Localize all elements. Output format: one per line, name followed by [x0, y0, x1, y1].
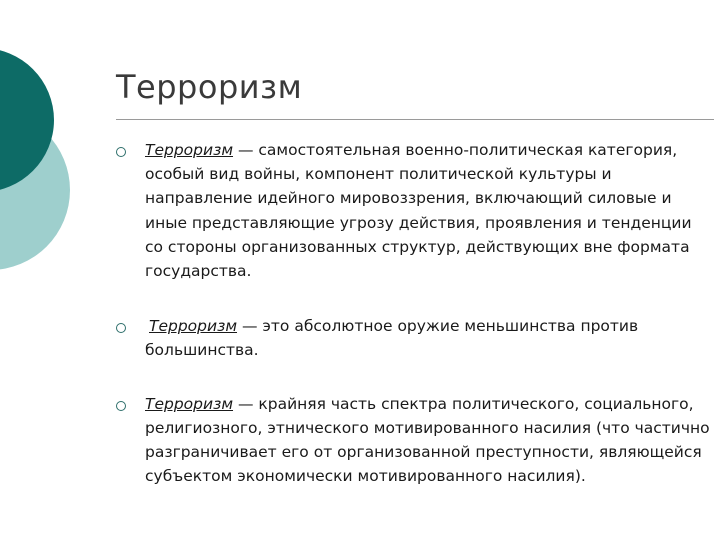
term: Терроризм: [145, 394, 234, 413]
list-item: [112, 314, 712, 362]
circle-bullet-icon: [116, 401, 126, 411]
definitions-list: [112, 132, 712, 488]
term: Терроризм: [145, 141, 234, 159]
list-item: [112, 392, 712, 489]
decorative-circles: [0, 0, 120, 300]
definition-text: — это абсолютное оружие меньшинства против большинства.: [145, 317, 639, 360]
list-item: [112, 138, 712, 283]
term: Терроризм: [149, 317, 238, 336]
definition-text: — самостоятельная военно-политическая категория, особый вид войны, компонент политической культуры и направление идейного мировоззрения, включающий силовые и иные представляющие угрозу действия, проявления и тенденции со стороны организованных структур, действующих вне формата государства.: [145, 141, 692, 281]
title-divider: [116, 119, 714, 120]
definition-text: — крайняя часть спектра политического, социального, религиозного, этнического мотивированного насилия (что частично разграничивает его от организованной преступности, являющейся субъектом экономически мотивированного насилия).: [145, 394, 710, 486]
circle-bullet-icon: [116, 147, 126, 157]
circle-bullet-icon: [116, 323, 126, 333]
page-title: Терроризм: [116, 68, 303, 106]
